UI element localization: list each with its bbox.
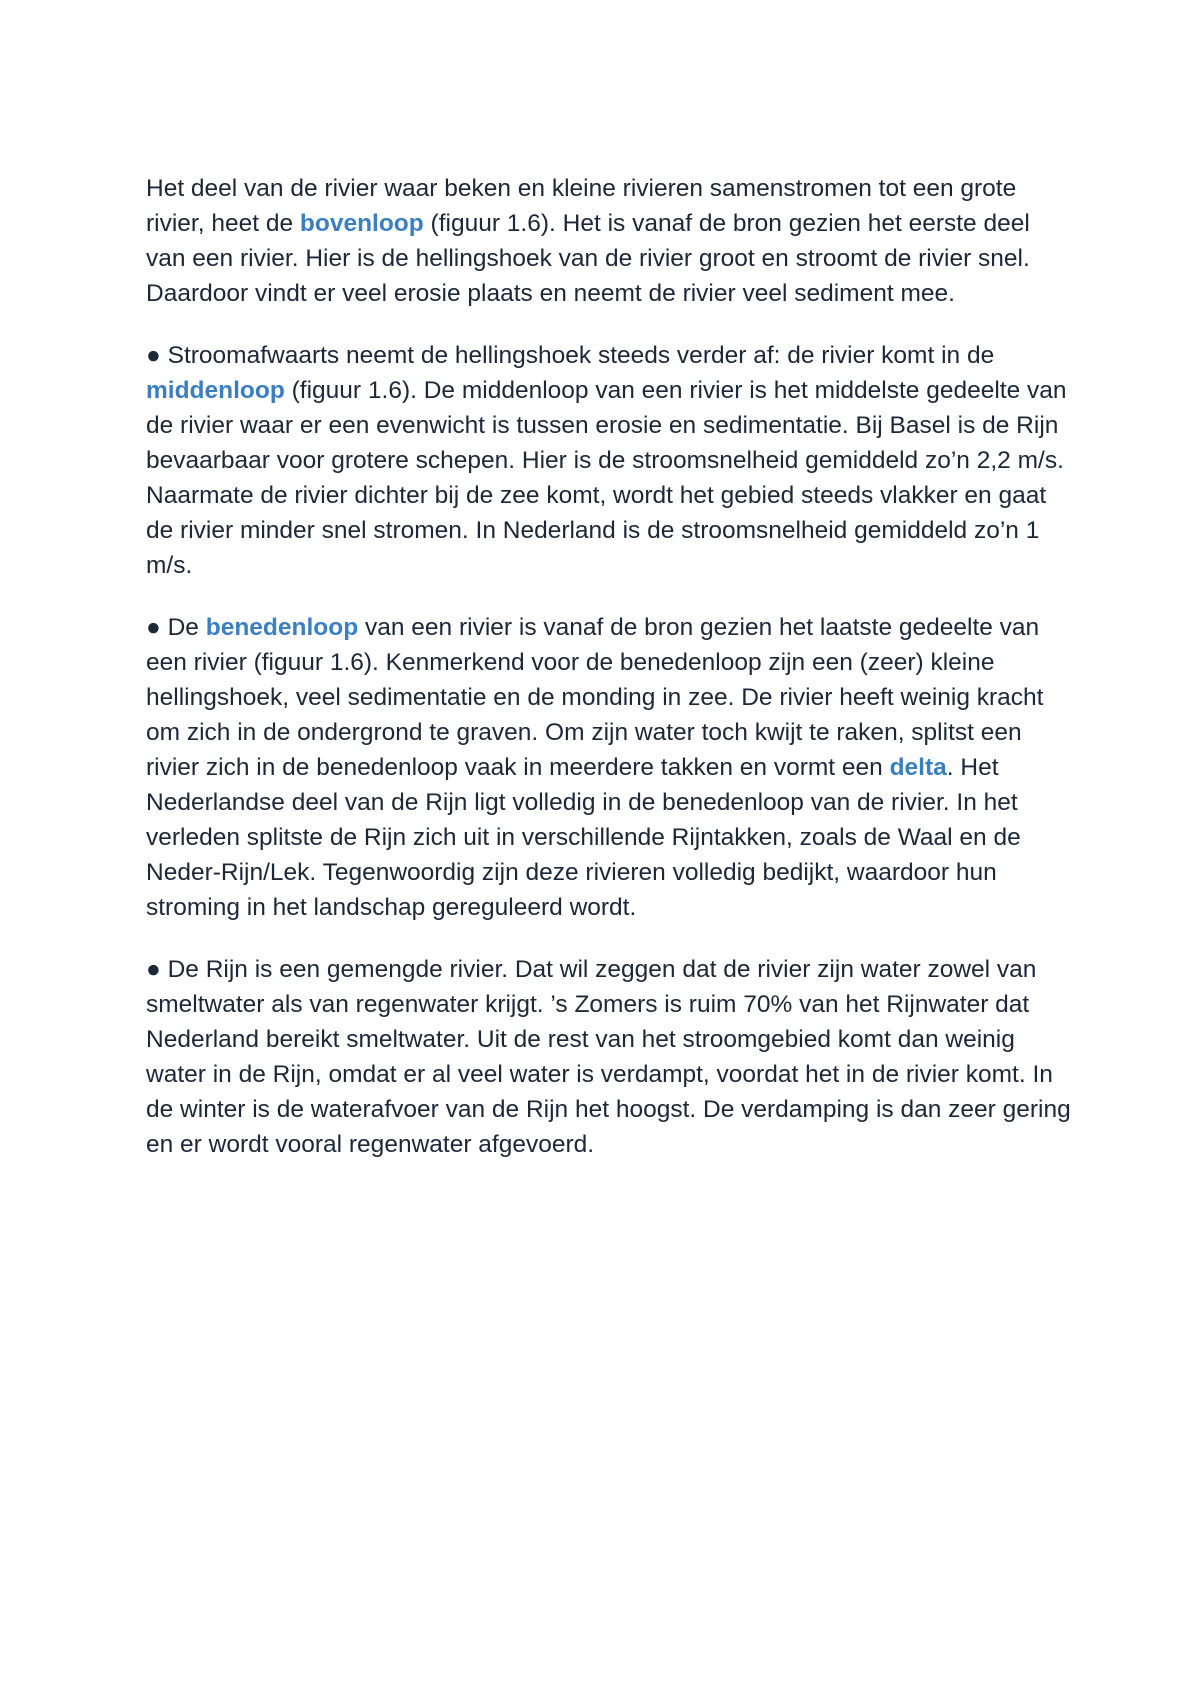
text-segment: ● De Rijn is een gemengde rivier. Dat wil zeggen dat de rivier zijn water zowel van smeltwater als van regenwater krijgt. ’s Zomers is ruim 70% van het Rijnwater dat Nederland bereikt smeltwater. Uit de rest van het stroomgebied komt dan weinig water in de Rijn, omdat er al veel water is verdampt, voordat het in de rivier komt. In de winter is de waterafvoer van de Rijn het hoogst. De verdamping is dan zeer gering en er wordt vooral regenwater afgevoerd. bbox=[146, 956, 1071, 1158]
text-segment: (figuur 1.6). De middenloop van een rivier is het middelste gedeelte van de rivier waar er een evenwicht is tussen erosie en sedimentatie. Bij Basel is de Rijn bevaarbaar voor grotere schepen. Hier is de stroomsnelheid gemiddeld zo’n 2,2 m/s. Naarmate de rivier dichter bij de zee komt, wordt het gebied steeds vlakker en gaat de rivier minder snel stromen. In Nederland is de stroomsnelheid gemiddeld zo’n 1 m/s. bbox=[146, 377, 1067, 579]
paragraph-gemengde-rivier bbox=[146, 952, 1076, 1162]
term-benedenloop: benedenloop bbox=[205, 614, 359, 641]
text-segment: ● De bbox=[146, 614, 206, 641]
paragraph-middenloop bbox=[146, 338, 1076, 583]
term-delta: delta bbox=[889, 754, 947, 781]
text-segment: . Het Nederlandse deel van de Rijn ligt volledig in de benedenloop van de rivier. In het verleden splitste de Rijn zich uit in verschillende Rijntakken, zoals de Waal en de Neder-Rijn/Lek. Tegenwoordig zijn deze rivieren volledig bedijkt, waardoor hun stroming in het landschap gereguleerd wordt. bbox=[146, 754, 1021, 921]
text-segment: Het deel van de rivier waar beken en kleine rivieren samenstromen tot een grote rivier, heet de bbox=[146, 175, 1017, 237]
paragraph-benedenloop bbox=[146, 610, 1076, 925]
text-segment: van een rivier is vanaf de bron gezien het laatste gedeelte van een rivier (figuur 1.6). Kenmerkend voor de benedenloop zijn een (zeer) kleine hellingshoek, veel sedimentatie en de monding in zee. De rivier heeft weinig kracht om zich in de ondergrond te graven. Om zijn water toch kwijt te raken, splitst een rivier zich in de benedenloop vaak in meerdere takken en vormt een bbox=[146, 614, 1044, 781]
text-segment: (figuur 1.6). Het is vanaf de bron gezien het eerste deel van een rivier. Hier is de hellingshoek van de rivier groot en stroomt de rivier snel. Daardoor vindt er veel erosie plaats en neemt de rivier veel sediment mee. bbox=[146, 210, 1030, 307]
text-segment: ● Stroomafwaarts neemt de hellingshoek steeds verder af: de rivier komt in de bbox=[146, 342, 995, 369]
term-bovenloop: bovenloop bbox=[299, 210, 424, 237]
document-body bbox=[146, 171, 1076, 1189]
paragraph-bovenloop bbox=[146, 171, 1076, 311]
term-middenloop: middenloop bbox=[146, 377, 285, 404]
